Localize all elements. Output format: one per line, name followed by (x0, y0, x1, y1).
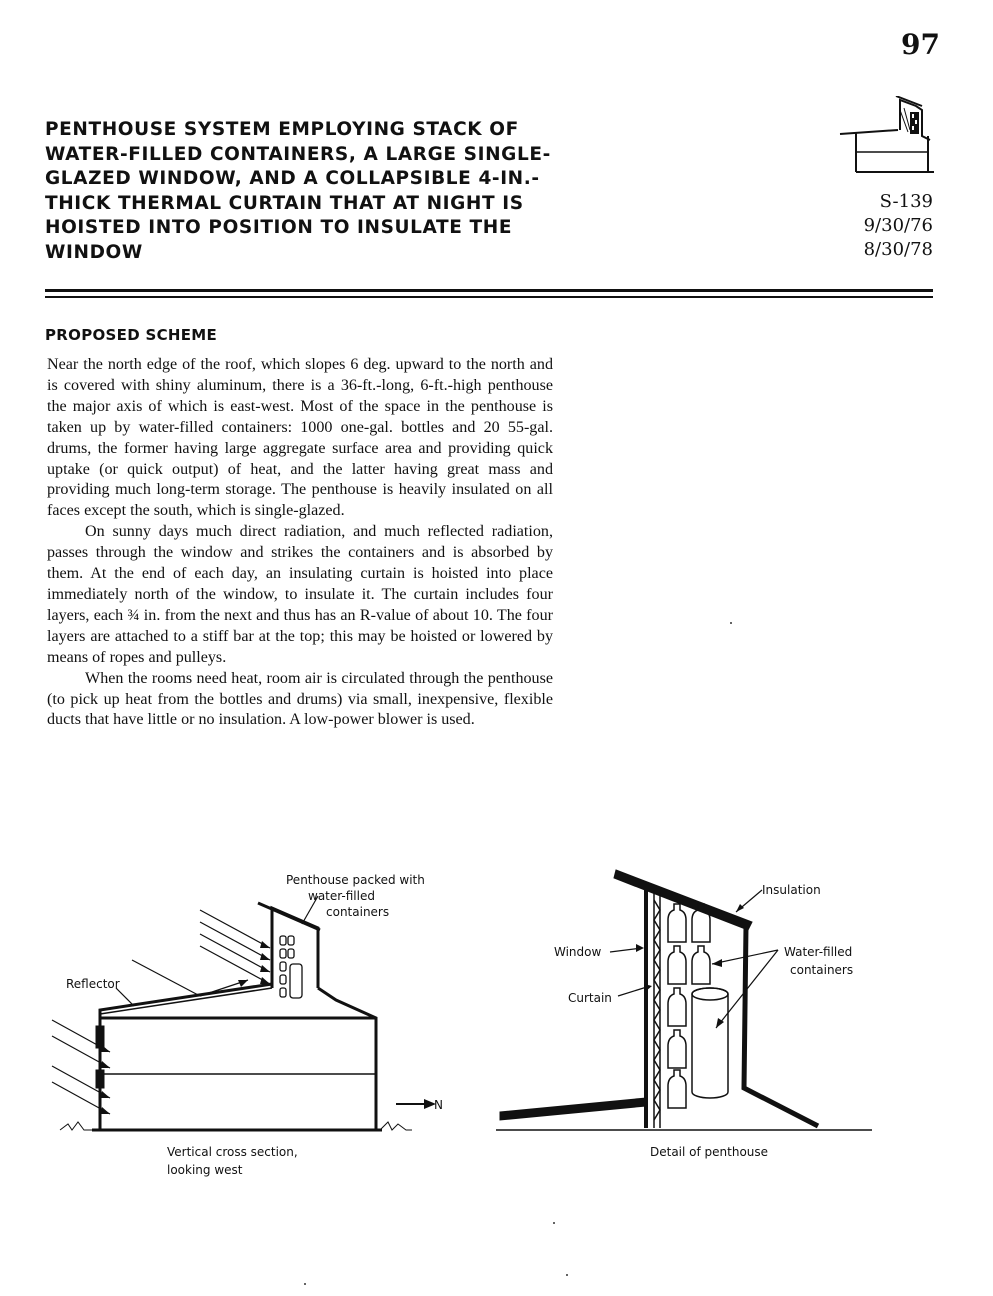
scan-speck (304, 1283, 306, 1285)
reference-date: 8/30/78 (863, 239, 933, 260)
page-number: 97 (901, 28, 940, 61)
page-title (45, 118, 605, 265)
label-window: Window (554, 945, 602, 959)
caption-cross-section: Vertical cross section, (167, 1145, 298, 1159)
label-north: N (434, 1098, 443, 1112)
reference-block (820, 190, 933, 262)
body-text (47, 355, 553, 731)
header-rule-thin (45, 296, 933, 298)
section-heading: PROPOSED SCHEME (45, 326, 218, 344)
label-water-containers: Water-filled (784, 945, 853, 959)
scan-speck (730, 622, 732, 624)
reference-code: S-139 (879, 191, 933, 212)
label-water-containers: containers (790, 963, 854, 977)
penthouse-detail-diagram (496, 870, 872, 1130)
title-line: THICK THERMAL CURTAIN THAT AT NIGHT IS (45, 192, 524, 214)
caption-cross-section: looking west (167, 1163, 243, 1177)
caption-penthouse-detail: Detail of penthouse (650, 1145, 769, 1159)
paragraph: When the rooms need heat, room air is circulated through the penthouse (to pick up heat from the bottles and drums) via small, inexpensive, flexible ducts that have little or no insulation. A low-power blower is used. (47, 669, 553, 729)
label-insulation: Insulation (762, 883, 821, 897)
title-line: GLAZED WINDOW, AND A COLLAPSIBLE 4-IN.- (45, 168, 540, 189)
paragraph: On sunny days much direct radiation, and much reflected radiation, passes through the window and strikes the containers and is absorbed by them. At the end of each day, an insulating curtain is hoisted into place immediately north of the window, to insulate it. The curtain includes four layers, each ¾ in. from the next and thus has an R-value of about 10. The four layers are attached to a stiff bar at the top; this may be hoisted or lowered by means of ropes and pulleys. (47, 523, 553, 666)
header-rule-thick (45, 289, 933, 292)
label-reflector: Reflector (66, 977, 120, 991)
label-penthouse-line: water-filled (308, 889, 375, 903)
title-line: HOISTED INTO POSITION TO INSULATE THE (45, 217, 513, 238)
scan-speck (553, 1222, 555, 1224)
title-line: PENTHOUSE SYSTEM EMPLOYING STACK OF (45, 119, 519, 140)
title-line: WATER-FILLED CONTAINERS, A LARGE SINGLE- (45, 143, 551, 165)
penthouse-thumbnail-icon (838, 96, 938, 176)
reference-date: 9/30/76 (863, 215, 933, 236)
cross-section-diagram (52, 896, 436, 1130)
label-penthouse-line: containers (326, 905, 390, 919)
label-curtain: Curtain (568, 991, 612, 1005)
scan-speck (566, 1274, 568, 1276)
paragraph: Near the north edge of the roof, which slopes 6 deg. upward to the north and is covered with shiny aluminum, there is a 36-ft.-long, 6-ft.-high penthouse the major axis of which is east-west. Most of the space in the penthouse is taken up by water-filled containers: 1000 one-gal. bottles and 20 55-gal. drums, the former having large aggregate surface area and providing quick uptake (or quick output) of heat, and the latter having great mass and providing much long-term storage. The penthouse is heavily insulated on all faces except the south, which is single-glazed. (47, 356, 553, 520)
label-penthouse-line: Penthouse packed with (286, 873, 425, 887)
title-line: WINDOW (45, 241, 143, 263)
figure-diagrams (40, 860, 940, 1200)
